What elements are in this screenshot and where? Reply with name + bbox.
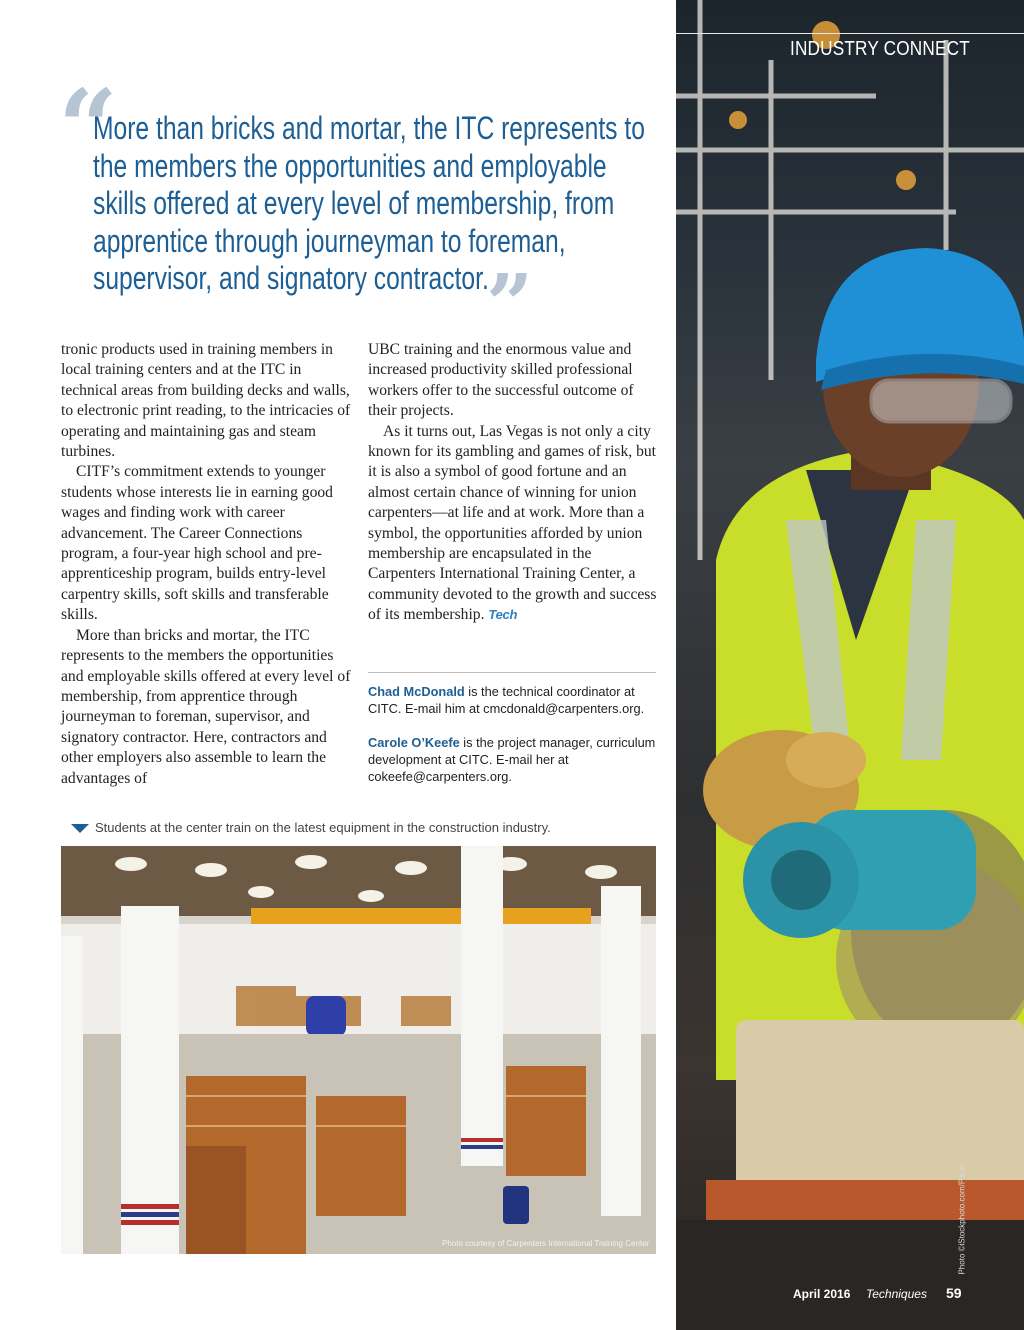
paragraph: CITF’s commitment extends to younger students whose interests lie in earning good wages and finding work with career advancement. The Career Connections program, a four-year high school and pre-apprenticeship program, builds entry-level carpentry skills, soft skills and transferable skills. [61,463,333,624]
body-column-2 [368,340,660,626]
figure-caption: Students at the center train on the latest equipment in the construction industry. [95,820,551,835]
author-name: Chad McDonald [368,684,465,699]
author-name: Carole O’Keefe [368,735,460,750]
section-tag: INDUSTRY CONNECT [790,38,970,60]
section-rule [676,33,1024,34]
bio-divider [368,672,656,673]
author-bio [368,683,660,717]
open-quote-mark: “ [58,66,118,189]
training-center-illustration [61,846,656,1254]
magazine-name: Techniques [866,1287,927,1301]
pull-quote: More than bricks and mortar, the ITC represents to the members the opportunities and employable skills offered at every level of membership, from apprentice through journeyman to foreman, supervisor, and signatory contractor. [93,110,645,296]
close-quote-mark: ” [486,257,534,353]
paragraph: tronic products used in training members in local training centers and at the ITC in technical areas from building decks and walls, to electronic print reading, to the intricacies of operating and maintaining gas and steam turbines. [61,341,351,461]
paragraph [368,422,660,626]
paragraph-text: As it turns out, Las Vegas is not only a city known for its gambling and games of risk, but it is also a symbol of good fortune and an almost certain chance of winning for union carpenters—at life and at work. More than a symbol, the opportunities afforded by union membership are encapsulated in the Carpenters International Training Center, a community devoted to the growth and success of its membership. [368,422,657,624]
tech-end-mark: Tech [488,607,518,623]
worker-photo [676,0,1024,1330]
author-bio-text: is the project manager, curriculum development at CITC. E-mail her at cokeefe@carpenters.org. [368,735,656,784]
body-column-1 [61,340,353,789]
paragraph: More than bricks and mortar, the ITC represents to the members the opportunities and employable skills offered at every level of membership, from apprentice through journeyman to foreman, supervisor, and signatory contractor. Here, contractors and other employers also assemble to learn the advantages of [61,626,351,787]
lower-photo-credit: Photo courtesy of Carpenters International Training Center [442,1239,650,1248]
page-number: 59 [946,1285,962,1301]
issue-date: April 2016 [793,1287,851,1301]
author-bio-text: is the technical coordinator at CITC. E-mail him at cmcdonald@carpenters.org. [368,684,645,716]
paragraph: UBC training and the enormous value and increased productivity skilled professional workers offer to the successful outcome of their projects. [368,341,634,420]
author-bio [368,734,660,785]
right-photo-credit: Photo ©iStockphoto.com/Pauri [957,1165,967,1275]
worker-illustration [676,0,1024,1330]
caption-arrow-icon [71,824,89,833]
training-center-photo [61,846,656,1254]
